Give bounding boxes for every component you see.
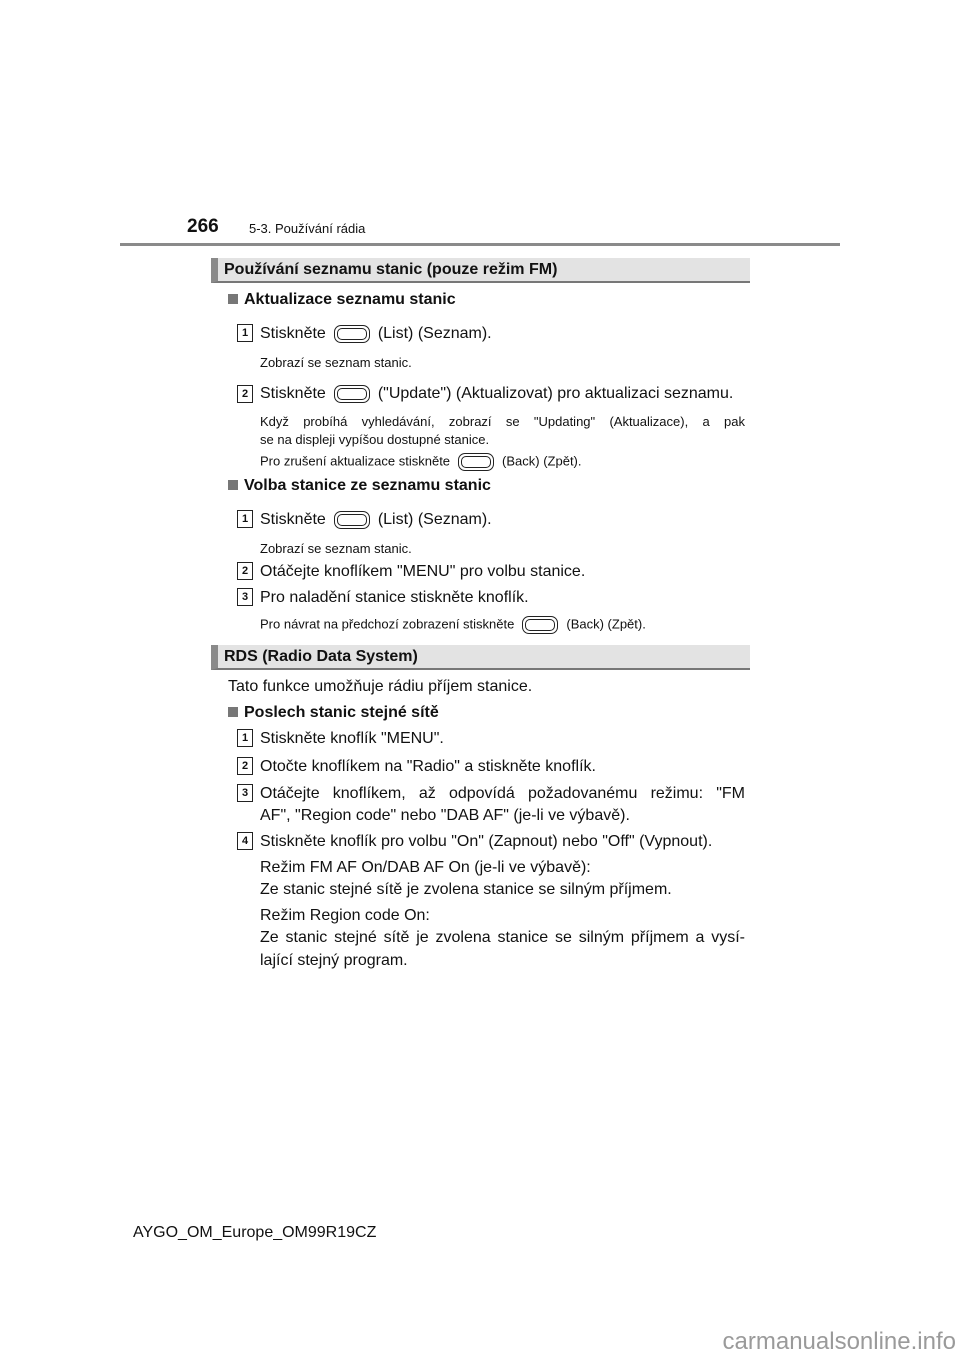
list-button-icon [334,511,370,529]
subheading: Volba stanice ze seznamu stanic [228,477,491,495]
step-number: 1 [237,729,253,747]
header-rule [120,243,840,246]
subheading: Poslech stanic stejné sítě [228,704,439,722]
step-number: 3 [237,588,253,606]
step-note: se na displeji vypíšou dostupné stanice. [260,432,490,447]
intro-text: Tato funkce umožňuje rádiu příjem stanice. [228,678,533,695]
step-number: 4 [237,832,253,850]
step-text: Otáčejte knoflíkem, až odpovídá požadovanému režimu: "FM [260,785,745,802]
chapter-title: 5-3. Používání rádia [249,221,366,236]
step-text: Pro naladění stanice stiskněte knoflík. [260,589,529,606]
step-text: AF", "Region code" nebo "DAB AF" (je-li ve výbavě). [260,807,630,824]
back-button-icon [458,453,494,471]
subheading-text: Aktualizace seznamu stanic [244,291,456,308]
section-heading: Používání seznamu stanic (pouze režim FM) [211,258,750,283]
step-number: 2 [237,562,253,580]
step-number: 1 [237,510,253,528]
step-text: Stiskněte (List) (Seznam). [260,511,492,529]
step-text: Otočte knoflíkem na "Radio" a stiskněte knoflík. [260,758,596,775]
square-bullet-icon [228,707,238,717]
step-text: Otáčejte knoflíkem "MENU" pro volbu stanice. [260,563,586,580]
step-note: Když probíhá vyhledávání, zobrazí se "Updating" (Aktualizace), a pak [260,414,745,429]
step-text: Stiskněte knoflík pro volbu "On" (Zapnout) nebo "Off" (Vypnout). [260,833,713,850]
mode-text: Ze stanic stejné sítě je zvolena stanice se silným příjmem. [260,881,672,898]
list-button-icon [334,325,370,343]
square-bullet-icon [228,294,238,304]
back-button-icon [522,616,558,634]
mode-title: Režim FM AF On/DAB AF On (je-li ve výbavě): [260,859,591,876]
footer-code: AYGO_OM_Europe_OM99R19CZ [133,1224,377,1241]
step-text: Stiskněte knoflík "MENU". [260,730,444,747]
update-button-icon [334,385,370,403]
step-text: Stiskněte ("Update") (Aktualizovat) pro aktualizaci seznamu. [260,385,734,403]
square-bullet-icon [228,480,238,490]
step-note: Pro zrušení aktualizace stiskněte (Back) (Zpět). [260,453,582,471]
mode-title: Režim Region code On: [260,907,430,924]
step-number: 3 [237,784,253,802]
step-number: 1 [237,324,253,342]
step-note: Pro návrat na předchozí zobrazení stiskněte (Back) (Zpět). [260,616,646,634]
step-number: 2 [237,757,253,775]
step-number: 2 [237,385,253,403]
section-heading: RDS (Radio Data System) [211,645,750,670]
mode-text: Ze stanic stejné sítě je zvolena stanice se silným příjmem a vysí- [260,929,745,946]
mode-text: lající stejný program. [260,952,408,969]
step-note: Zobrazí se seznam stanic. [260,355,412,370]
watermark-link[interactable]: carmanualsonline.info [722,1328,956,1355]
subheading [228,291,456,309]
step-note: Zobrazí se seznam stanic. [260,541,412,556]
page-number: 266 [187,216,219,237]
step-text: Stiskněte (List) (Seznam). [260,325,492,343]
